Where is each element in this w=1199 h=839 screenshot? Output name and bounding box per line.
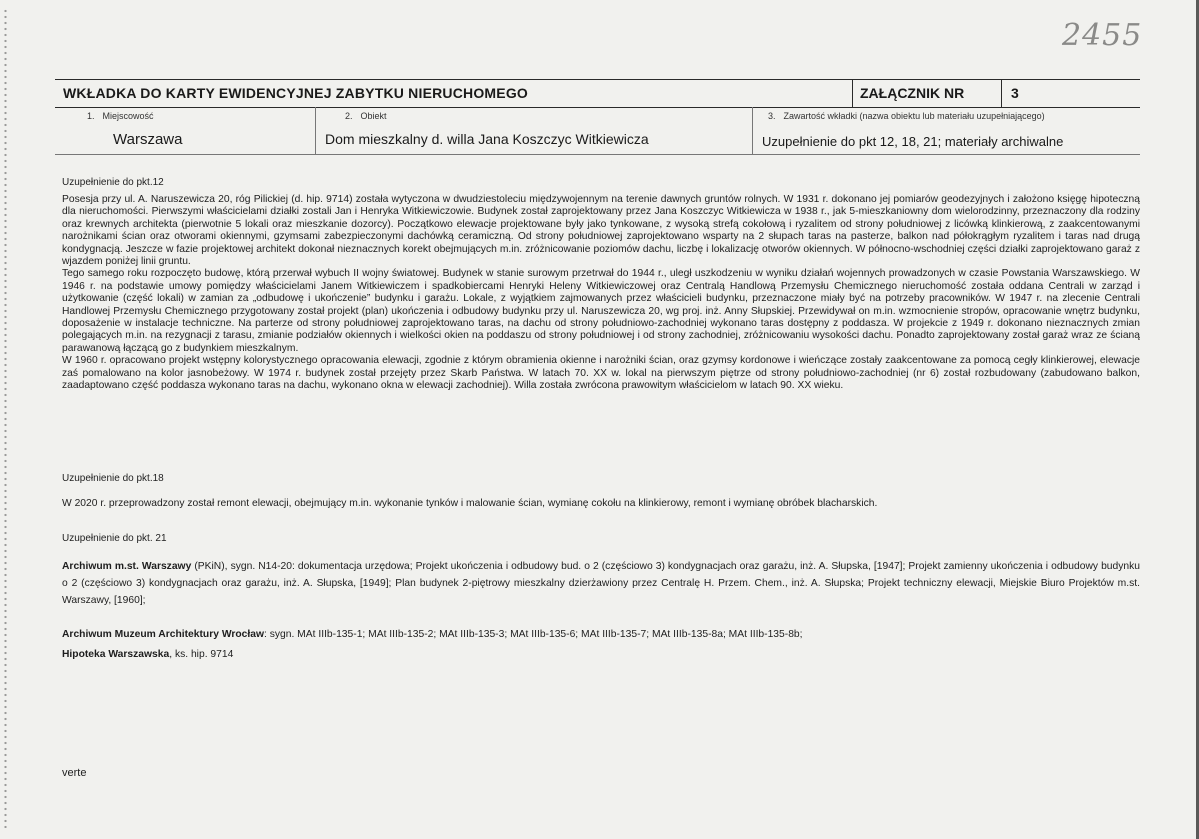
section12-paragraph: Tego samego roku rozpoczęto budowę, którą przerwał wybuch II wojny światowej. Budynek w stanie surowym przetrwał do 1944 r., uległ uszkodzeniu w wyniku działań wojennych prowadzonych w czasie Powstania Warszawskiego. W 1946 r. na podstawie umowy pomiędzy właścicielami Janem Witkiewiczem i spadkobiercami Henryki Heleny Witkiewiczowej oraz Centralą Handlową Przemysłu Chemicznego nieruchomość została oddana Centrali w zarząd i użytkowanie (część lokali) w zamian za „odbudowę i ukończenie” budynku i garażu. Lokale, z wyjątkiem zajmowanych przez właścicieli budynku, przeznaczone miały być na potrzeby pracowników. W 1947 r. na zlecenie Centrali Handlowej Przemysłu Chemicznego przygotowany został projekt (plan) ukończenia i odbudowy budynku przy ul. Naruszewicza 20, wg proj. inż. Anny Słupskiej. Przewidywał on m.in. wzmocnienie stropów, opracowanie wnętrz budynku, doposażenie w instalacje techniczne. Na parterze od strony południowej zaprojektowano taras, na dachu od strony południowo-zachodniej wykonano taras dostępny z poddasza. W projekcie z 1949 r. dokonano nieznacznych zmian polegających m.in. na rezygnacji z tarasu, zmianie podziałów okiennych i wielkości okien na poddaszu od strony południowej i od strony zachodniej, zróżnicowaniu wysokości dachu. Ponadto zaprojektowany został garaż wraz ze ścianą parawanową łączącą go z budynkiem mieszkalnym.: [62, 268, 1140, 354]
section12-paragraph: W 1960 r. opracowano projekt wstępny kolorystycznego opracowania elewacji, zgodnie z którym obramienia okienne i narożniki ścian, oraz gzymsy kordonowe i wieńczące zostały zaakcentowane za pomocą cegły klinkierowej, elewacje zaś pomalowano na kolor jasnobeżowy. W 1974 r. budynek został przejęty przez Skarb Państwa. W latach 70. XX w. lokal na pierwszym piętrze od strony południowo-zachodniej (nr 6) został rozbudowany (zabudowano balkon, zaadaptowano część poddasza wykonano taras na dachu, wykonano okna w elewacji zachodniej). Willa została zwrócona prawowitym właścicielom w latach 90. XX wieku.: [62, 355, 1140, 392]
object-value: Dom mieszkalny d. willa Jana Koszczyc Witkiewicza: [325, 131, 649, 147]
divider: [852, 80, 853, 107]
attachment-number: 3: [1011, 85, 1019, 101]
attachment-label: ZAŁĄCZNIK NR: [860, 85, 965, 101]
archive-entry-2: Archiwum Muzeum Architektury Wrocław: sygn. MAt IIIb-135-1; MAt IIIb-135-2; MAt IIIb-135-3; MAt IIIb-135-6; MAt IIIb-135-7; MAt IIIb-135-8a; MAt IIIb-135-8b;: [62, 629, 803, 640]
archive-entry-3: Hipoteka Warszawska, ks. hip. 9714: [62, 649, 234, 660]
divider: [1001, 80, 1002, 107]
archive-name: Archiwum m.st. Warszawy: [62, 561, 192, 572]
column-header-3: 3. Zawartość wkładki (nazwa obiektu lub materiału uzupełniającego): [768, 111, 1045, 121]
section18-text: W 2020 r. przeprowadzony został remont elewacji, obejmujący m.in. wykonanie tynków i malowanie ścian, wymianę cokołu na klinkierowy, remont i wymianę obróbek blacharskich.: [62, 498, 878, 509]
archive-entry-1: Archiwum m.st. Warszawy (PKiN), sygn. N14-20: dokumentacja urzędowa; Projekt ukończenia i odbudowy bud. o 2 (częściowo 3) kondygnacjach oraz garażu, inż. A. Słupska, [1947]; Projekt zamienny ukończenia i odbudowy budynku o 2 (częściowo 3) kondygnacjach oraz garażu, inż. A. Słupska, [1949]; Plan budynek 2-piętrowy mieszkalny dzierżawiony przez Centralę H. Przem. Chem., inż. A. Słupska; Projekt techniczny elewacji, Miejskie Biuro Projektów m.st. Warszawy, [1960];: [62, 561, 1141, 606]
scan-edge-dots: [4, 8, 7, 828]
handwritten-number: 2455: [1062, 18, 1143, 53]
section21-label: Uzupełnienie do pkt. 21: [62, 533, 167, 544]
contents-value: Uzupełnienie do pkt 12, 18, 21; materiały archiwalne: [762, 134, 1064, 149]
verte-label: verte: [62, 767, 87, 779]
column-divider: [752, 107, 753, 155]
section18-label: Uzupełnienie do pkt.18: [62, 473, 164, 484]
column-header-1: 1. Miejscowość: [87, 111, 154, 121]
form-title: WKŁADKA DO KARTY EWIDENCYJNEJ ZABYTKU NIERUCHOMEGO: [63, 85, 529, 101]
header-bottom-line: [55, 154, 1140, 155]
form-header: [55, 79, 1140, 155]
section12-label: Uzupełnienie do pkt.12: [62, 177, 164, 188]
column-divider: [315, 107, 316, 155]
locality-value: Warszawa: [113, 131, 183, 148]
title-row: [55, 79, 1140, 108]
section12-text: [62, 194, 1140, 393]
archive-name: Hipoteka Warszawska: [62, 649, 170, 660]
column-header-2: 2. Obiekt: [345, 111, 387, 121]
section12-paragraph: Posesja przy ul. A. Naruszewicza 20, róg Pilickiej (d. hip. 9714) została wytyczona w dwudziestoleciu międzywojennym na terenie dawnych gruntów rolnych. W 1931 r. dokonano jej pomiarów geodezyjnych i założono księgę hipoteczną dla nieruchomości. Pierwszymi właścicielami działki zostali Jan i Henryka Witkiewiczowie. Budynek został zaprojektowany przez Jana Koszczyc Witkiewicza w 1938 r., jak 5-mieszkaniowny dom wielorodzinny, przeznaczony dla rodziny oraz krewnych architekta (pierwotnie 5 lokali oraz mieszkanie dozorcy). Początkowo elewacje projektowane były jako tynkowane, z wysoką strefą cokołową i ryzalitem od strony południowej z licówką klinkierową, z zaakcentowanymi narożnikami ścian oraz otworami okiennymi, gzymsami zabezpieczonymi dachówką ceramiczną. Od strony południowej zaprojektowano wsparty na 2 słupach taras na pasterze, balkon nad półokrągłym ryzalitem i taras nad drugą kondygnacją. Jeszcze w fazie projektowej architekt dokonał nieznacznych korekt obejmujących m.in. zróżnicowanie poziomów dachu, liczbę i lokalizację otworów okiennych. W północno-wschodniej części działki zaprojektowano garaż z wjazdem poniżej linii gruntu.: [62, 194, 1140, 268]
archive-name: Archiwum Muzeum Architektury Wrocław: [62, 629, 264, 640]
